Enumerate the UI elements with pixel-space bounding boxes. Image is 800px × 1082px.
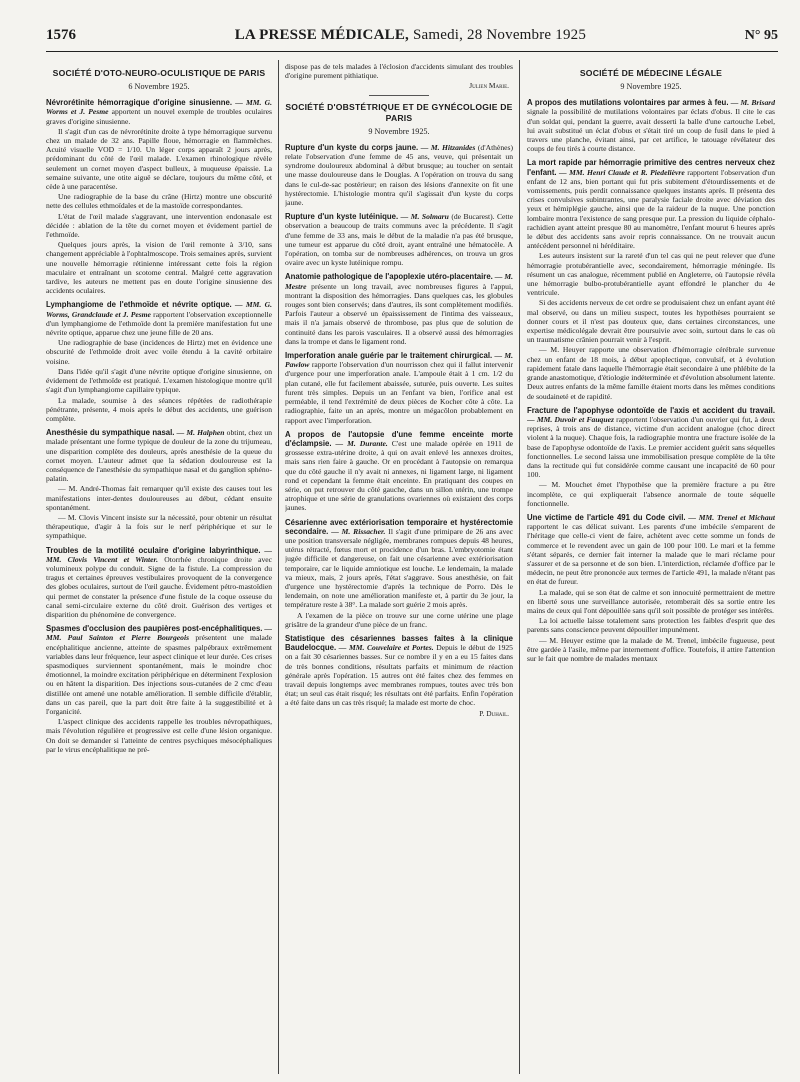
article-paragraph: L'état de l'œil malade s'aggravant, une intervention endonasale est décidée : ablation de la tête du cornet moyen et évidement partiel de l'ethmoïde.: [46, 211, 272, 240]
article-text: présentent une malade encéphalitique ancienne, atteinte de spasmes palpébraux extrêmement variables dans leur fréquence, leur aspect clinique et leur durée. Ces crises spasmodiques surviennent spontanément, mais le moindre choc émotionnel, la moindre excitation périphérique en déterminent l'explosion ou en hâtent la disparition. Des injections sous-cutanées de 2 cmc d'eau distillée ont amené une notable amélioration. Il semble difficile d'établir, dans un cas pareil, que la part doit être faite à la suggestibilité et à l'organicité.: [46, 633, 272, 716]
article-title: Rupture d'un kyste lutéinique.: [285, 212, 399, 222]
article-authors: — M. Mestre: [285, 272, 513, 291]
page-number: 1576: [46, 27, 76, 43]
society-heading: SOCIÉTÉ DE MÉDECINE LÉGALE: [579, 68, 723, 78]
article-text: Il s'agit d'une primipare de 26 ans avec une position transversale négligée, membranes rompues depuis 48 heures, utérus rétracté, fœtus mort et procidence d'un bras. L'embryotomie étant jugée difficile et dangereuse, on fait une césarienne avec extériorisation temporaire, car le liquide amniotique est louche. Le lendemain, la malade va mieux, mais, 2 jours après, l'état s'aggrave. Sous anesthésie, on fait d'urgence une hystérectomie d'après la technique de Porro. Dès le lendemain, on note une amélioration manifeste et, à partir du 3e jour, la température reste à 38°. La malade sort guérie 2 mois après.: [285, 526, 513, 610]
article-paragraph: [285, 518, 513, 610]
article-title: Fracture de l'apophyse odontoïde de l'axis et accident du travail.: [527, 405, 775, 415]
article-signature: Julien Marie.: [469, 81, 509, 91]
article-title: Troubles de la motilité oculaire d'origine labyrinthique.: [46, 545, 261, 555]
column-rule-1: [278, 60, 279, 1074]
section-divider: [369, 95, 429, 96]
article-text: Depuis le début de 1925 on a fait 30 césariennes basses. Sur ce nombre il y en a eu 15 faites dans de très bonnes conditions, résultats parfaits et minimum de réaction générale après l'opération. 15 autres ont été faites chez des femmes en travail depuis longtemps avec membranes rompues, toutes avec très bon état; un seul cas était risqué; les résultats ont été parfaits. Enfin l'opération a été faite dans un cas très risqué; la malade est morte de choc.: [285, 643, 513, 708]
article-paragraph: Quelques jours après, la vision de l'œil remonte à 3/10, sans changement appréciable à l'ophtalmoscope. Trois semaines après, survient une nouvelle hémorragie rétinienne intéressant cette fois la région maculaire et entraînant un scotome central. Malgré cette aggravation tardive, les auteurs ne mettent pas en doute l'origine sinusienne des accidents oculaires.: [46, 240, 272, 296]
article-paragraph: A l'examen de la pièce on trouve sur une corne utérine une plage grisâtre de la grandeur d'une pièce de un franc.: [285, 610, 513, 629]
article-paragraph: [285, 212, 513, 267]
society-heading: SOCIÉTÉ D'OTO-NEURO-OCULISTIQUE DE PARIS: [52, 68, 266, 78]
article-text: rapportent le cas délicat suivant. Les parents d'une imbécile s'emparent de l'héritage que celle-ci vient de faire, achètent avec cette somme un fonds de commerce et le revendent avec un gain de 100 pour 100. Le mari et la femme s'étant séparés, ce dernier fait interner la malade que le mari réclame pour s'assurer et de sa personne et de son bien. L'interdiction, réclamée d'office par le médecin, ne peut être prononcée aux termes de l'article 491, la malade n'étant pas en état de fureur.: [527, 522, 775, 587]
article-authors: — M. Hitzanides: [420, 142, 476, 152]
article-paragraph: Il s'agit d'un cas de névrorétinite droite à type hémorragique survenu chez un malade de 32 ans. Papille floue, hémorragie en flammèches. Acuité visuelle VOD = 1/10. Un léger corps apparaît 2 jours après, prédominant du côté de l'œil malade. L'examen rhinologique révèle seulement un cornet moyen d'aspect bulleux, à muqueuse épaissie. La semaine suivante, une otite aiguë se déclare, toujours du même côté, et cède à une paracentèse.: [46, 126, 272, 192]
article-authors: — MM. Paul Sainton et Pierre Bourgeois: [46, 624, 272, 643]
article-paragraph: [46, 428, 272, 483]
article-text: obtint, chez un malade présentant une forme typique de douleur de la zone du trijumeau, une disparition complète des douleurs, après anesthésie de la queue du cornet moyen. L'auteur admet que la sédation douloureuse est la conséquence de l'anesthésie du sympathique nasal et du ganglion sphéno-palatin.: [46, 428, 272, 484]
article-paragraph: — M. Heuyer rapporte une observation d'hémorragie cérébrale survenue chez un enfant de 18 mois, à début apoplectique, convulsif, et à évolution rapidement fatale dans laquelle l'hémorragie était secondaire à une phlébite de la grande anastomotique, d'étiologie indéterminée et d'évolution absolument latente. Deux autres enfants de la même famille étaient morts dans les mêmes conditions de soudaineté et de rapidité.: [527, 345, 775, 401]
article-text: rapporte l'observation d'un nourrisson chez qui il fallut intervenir d'urgence pour une imperforation anale. L'ampoule était à 1 cm. 1/2 du plan cutané, elle fut facilement abaissée, suturée, puis ouverte. Les suites furent très simples. Depuis un an l'enfant va bien, l'orifice anal est perméable, il tend l'extrémité de deux pièces de Kocher côte à côte. La radiographie, faite un an après, montre un mégacôlon probablement en rapport avec l'imperforation.: [285, 360, 513, 425]
article-title: Névrorétinite hémorragique d'origine sinusienne.: [46, 98, 232, 108]
article-authors: — MM. Trenel et Michaut: [688, 512, 775, 522]
article-paragraph: [285, 351, 513, 425]
article-text: (d'Athènes) relate l'observation d'une femme de 45 ans, veuve, qui présentait un syndrome douloureux abdominal à début brusque; au toucher on sentait une masse douloureuse dans le Douglas. A l'opération on trouva du sang dans le cul-de-sac postérieur; en raison des lésions d'annexite on fit une hystérectomie. L'histologie montra qu'il s'agissait d'un kyste du corps jaune.: [285, 142, 513, 208]
article-text: signale la possibilité de mutilations volontaires par éclats d'obus. Il cite le cas d'un soldat qui, pendant la guerre, avait desserti la balle d'une cartouche Lebel, lui avait substitué un éclat d'obus et s'était tiré un coup de fusil dans le pied à travers une planche, évitant ainsi, par cet artifice, le tatouage révélateur des coups de feu tirés à courte distance.: [527, 107, 775, 154]
article-paragraph: [46, 546, 272, 620]
article-paragraph: [527, 513, 775, 587]
column-rule-2: [519, 60, 520, 1074]
article-title: Rupture d'un kyste du corps jaune.: [285, 142, 419, 152]
article-authors: — M. Halphen: [176, 428, 225, 438]
article-paragraph: Dans l'idée qu'il s'agit d'une névrite optique d'origine sinusienne, on évidement de l'ethmoïde est pratiqué. L'examen histologique montre qu'il s'agit d'un lymphangiome capillaire typique.: [46, 366, 272, 395]
article-paragraph: — M. Heuyer estime que la malade de M. Trenel, imbécile fugueuse, peut être gardée à l'asile, même par internement d'office. Toutefois, il attire l'attention sur le fait que nombre de malades mentaux: [527, 635, 775, 663]
journal-title: [235, 27, 586, 44]
article-title: Césarienne avec extériorisation temporaire et hystérectomie secondaire.: [285, 517, 513, 536]
article-title: Imperforation anale guérie par le traitement chirurgical.: [285, 351, 493, 361]
article-paragraph: L'aspect clinique des accidents rappelle les troubles névropathiques, mais l'évolution régulière et progressive est celle d'une lésion organique. On doit se demander si l'atteinte de centres psychiques mésocéphaliques par le virus encéphalitique ne pré-: [46, 717, 272, 754]
society-heading: SOCIÉTÉ D'OBSTÉTRIQUE ET DE GYNÉCOLOGIE DE PARIS: [285, 101, 513, 123]
article-paragraph: [285, 634, 513, 708]
article-authors: — M. Durante.: [335, 438, 388, 448]
article-text: présente un long travail, avec nombreuses figures à l'appui, montrant la disposition des hémorragies. Dans quelques cas, les globules rouges sont bien conservés; dans d'autres, ils sont complètement modifiés. Parfois l'auteur a observé un épaississement de l'intima des vaisseaux, mais il n'a jamais observé de thrombose, pas plus que de solution de continuité dans les parois vasculaires. Il a observé aussi des hémorragies dans la trompe et dans le ligament rond.: [285, 281, 513, 346]
article-paragraph: [285, 143, 513, 207]
column-2: [285, 62, 513, 1076]
article-authors: — MM. Clovis Vincent et Winter.: [46, 545, 272, 564]
article-paragraph: Une radiographie de la base du crâne (Hirtz) montre une obscurité nette des cellules ethmoïdales et de la mastoïde correspondantes.: [46, 192, 272, 211]
article-authors: — MM. G. Worms, Grandclaude et J. Pesme: [46, 300, 272, 319]
article-text: (de Bucarest). Cette observation a beaucoup de traits communs avec la précédente. Il s'agit d'une femme de 33 ans, mais le début de la maladie n'a pas été brusque, une tumeur est apparue du côté droit, ayant entraîné une hématocèle. A l'opération, on tomba sur de nombreuses adhérences, on trouva un gros ovaire avec un kyste lutéinique rompu.: [285, 212, 513, 268]
article-paragraph: [285, 272, 513, 346]
article-authors: — MM. Duvoir et Fauquez: [527, 414, 614, 424]
article-authors: — MM. Couvelaire et Portes.: [338, 643, 434, 653]
article-text: rapportent l'observation d'un enfant de 12 ans, bien portant qui fut pris subitement d'étourdissements et de vomissements, puis perdit connaissance quelques instants après. Il présenta des crises convulsives subintrantes, une paralysie faciale droite avec déviation des yeux et hémiplégie gauche, ainsi que de la raideur de la nuque. Une ponction lombaire montra l'existence de sang presque pur. La pression du liquide céphalo-rachidien ayant atteint presque 80 au manomètre, l'enfant mourut 6 heures après le début des accidents sans avoir repris connaissance. On ne trouvait aucun antécédent personnel ni héréditaire.: [527, 167, 775, 251]
article-paragraph: — M. André-Thomas fait remarquer qu'il existe des causes tout les manifestations inter-dentes douloureuses au début, cédant ensuite spontanément.: [46, 484, 272, 512]
article-authors: — MM. G. Worms et J. Pesme: [46, 98, 272, 117]
article-paragraph: La malade, soumise à des séances répétées de radiothérapie pénétrante, présente, 4 mois après le début des accidents, une guérison complète.: [46, 395, 272, 423]
header-rule: [46, 51, 778, 52]
article-title: Statistique des césariennes basses faites à la clinique Baudelocque.: [285, 633, 513, 653]
article-text: apportent un nouvel exemple de troubles oculaires graves d'origine sinusienne.: [46, 107, 272, 126]
article-authors: — MM. Henri Claude et R. Piedelièvre: [559, 167, 685, 177]
article-title: Une victime de l'article 491 du Code civil.: [527, 512, 686, 522]
article-paragraph: Une radiographie de base (incidences de Hirtz) met en évidence une obscurité de l'ethmoïde droit avec voile étendu à la cavité orbitaire voisine.: [46, 338, 272, 366]
article-paragraph: [527, 98, 775, 153]
article-authors: — M. Brisard: [730, 98, 775, 108]
article-title: A propos des mutilations volontaires par armes à feu.: [527, 98, 729, 108]
article-title: Lymphangiome de l'ethmoïde et névrite optique.: [46, 300, 232, 310]
article-title: La mort rapide par hémorragie primitive des centres nerveux chez l'enfant.: [527, 158, 775, 177]
session-date: 6 Novembre 1925.: [128, 82, 190, 91]
session-date: 9 Novembre 1925.: [368, 126, 430, 136]
column-3: [527, 62, 775, 1076]
issue-date: Samedi, 28 Novembre 1925: [412, 27, 587, 43]
article-text: C'est une malade opérée en 1911 de grossesse extra-utérine droite, à qui on avait enlevé les annexes droites, mais sans rien faire à gauche. Or en procédant à l'autopsie on remarqua que du côté gauche il n'y avait ni annexes, ni ligament large, ni ligament rond et cependant la femme était enceinte. En pratiquant des coupes en série, on put retrouver du côté gauche, dans un sillon utérin, une trompe atrophique et une série de granulations ovariennes où existaient des corps jaunes.: [285, 438, 513, 513]
article-authors: — M. Rissacher.: [331, 526, 386, 536]
article-authors: — M. Solmaru: [400, 212, 449, 222]
article-text: Otorrhée chronique droite avec volumineux polype du conduit. Signe de la fistule. La compression du tragus et certaines épreuves vestibulaires provoquent de la convergence des globes oculaires, surtout de l'œil gauche. Évidement pétro-mastoïdien qui permet de constater la présence d'une fistule de la coque osseuse du canal semi-circulaire externe du côté droit. Guérison des vertiges et disparition du phénomène de convergence.: [46, 554, 272, 619]
running-head: [46, 27, 778, 49]
article-paragraph: — M. Clovis Vincent insiste sur la nécessité, pour obtenir un résultat thérapeutique, d'agir à la fois sur le nerf périphérique et sur le sympathique.: [46, 512, 272, 541]
column-1: [46, 62, 272, 1076]
article-text: rapportent l'observation d'un ouvrier qui fut, à deux reprises, à trois ans de distance, victime d'un accident analogue (choc direct violent à la nuque). Chaque fois, la radiographie montra une fracture isolée de la base de l'apophyse odontoïde de l'axis. Le premier accident guérit sans séquelles fonctionnelles. Le second laissa une immobilisation presque complète de la tête dans la rectitude qui fut considérée comme causant une incapacité de 60 pour 100.: [527, 414, 775, 480]
article-text: rapportent l'observation exceptionnelle d'un lymphangiome de l'ethmoïde dont la première manifestation fut une névrite optique, apparue chez une jeune fille de 20 ans.: [46, 309, 272, 338]
article-paragraph: — M. Mouchet émet l'hypothèse que la première fracture a pu être incomplète, ce qui expliquerait l'absence anormale de toute séquelle fonctionnelle.: [527, 480, 775, 508]
article-paragraph: dispose pas de tels malades à l'éclosion d'accidents simulant des troubles d'origine purement pithiatique.: [285, 62, 513, 81]
issue-number: N° 95: [744, 28, 778, 43]
article-title: A propos de l'autopsie d'une femme enceinte morte d'éclampsie.: [285, 429, 513, 448]
article-paragraph: Les auteurs insistent sur la rareté d'un tel cas qui ne peut relever que d'une hémorragie protubérantielle avec, secondairement, hémorragie méningée. Ils résument un cas analogue, récemment publié en Angleterre, où l'autopsie révéla une hémorragie bulbo-protubérantielle ayant effondré le plancher du 4e ventricule.: [527, 251, 775, 298]
article-title: Anatomie pathologique de l'apoplexie utéro-placentaire.: [285, 272, 493, 282]
article-signature: P. Duhail.: [479, 708, 509, 718]
article-paragraph: [46, 624, 272, 716]
article-paragraph: La malade, qui se son état de calme et son innocuité permettraient de mettre en liberté sous une surveillance autorisée, retomberait dès sa sortie entre les mains de ceux qui l'ont dépouillée sans qu'il soit possible de protéger ses intérêts.: [527, 587, 775, 615]
article-paragraph: [285, 430, 513, 513]
article-authors: — M. Pawlow: [285, 351, 513, 370]
article-paragraph: [527, 406, 775, 480]
journal-name: LA PRESSE MÉDICALE,: [234, 27, 409, 43]
article-title: Anesthésie du sympathique nasal.: [46, 428, 175, 438]
article-paragraph: [46, 300, 272, 337]
session-date: 9 Novembre 1925.: [620, 82, 682, 91]
article-title: Spasmes d'occlusion des paupières post-encéphalitiques.: [46, 624, 263, 634]
article-paragraph: [527, 158, 775, 250]
article-paragraph: Si des accidents nerveux de cet ordre se produisaient chez un enfant ayant été mal observé, ou dans un milieu suspect, toutes les hypothèses pourraient se donner cours et il n'est pas douteux que, dans certaines circonstances, une expertise médicolégale devrait être poursuivie avec soin, surtout dans le cas où un traumatisme crânien pourrait venir à l'esprit.: [527, 298, 775, 345]
article-paragraph: La loi actuelle laisse totalement sans protection les faibles d'esprit que des parents sans conscience peuvent dépouiller impunément.: [527, 616, 775, 635]
article-paragraph: [46, 98, 272, 126]
